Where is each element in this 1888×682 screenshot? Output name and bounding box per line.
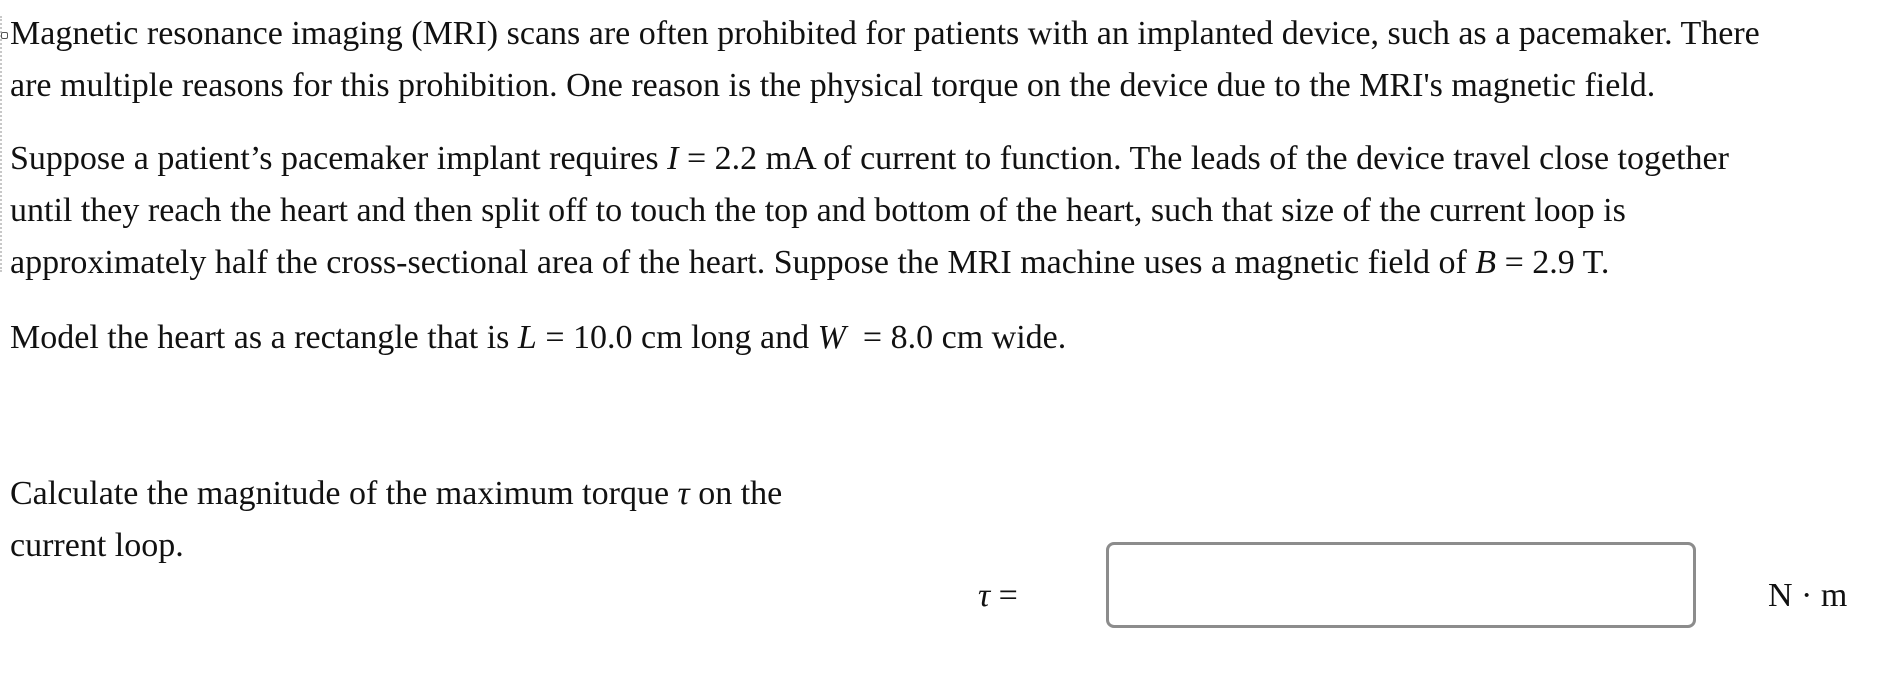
intro-paragraph xyxy=(10,8,1870,112)
scenario-line-3-pre: approximately half the cross-sectional area of the heart. Suppose the MRI machine uses a magnetic field of xyxy=(10,244,1476,281)
scenario-paragraph xyxy=(10,133,1870,289)
intro-line-1: Magnetic resonance imaging (MRI) scans are often prohibited for patients with an implanted device, such as a pacemaker. There xyxy=(10,15,1760,52)
model-paragraph xyxy=(10,312,1870,364)
torque-variable: τ xyxy=(677,475,690,512)
model-mid: = 10.0 cm long and xyxy=(536,319,818,356)
answer-label xyxy=(978,570,1018,622)
content-left-rule xyxy=(0,16,2,272)
answer-equals: = xyxy=(990,577,1018,614)
scenario-line-1-post: = 2.2 mA of current to function. The leads of the device travel close together xyxy=(678,140,1729,177)
scenario-line-3-post: = 2.9 T. xyxy=(1496,244,1610,281)
intro-line-2: are multiple reasons for this prohibition. One reason is the physical torque on the device due to the MRI's magnetic field. xyxy=(10,67,1656,104)
scenario-line-1-pre: Suppose a patient’s pacemaker implant requires xyxy=(10,140,668,177)
question-line-1-post: on the xyxy=(689,475,783,512)
model-pre: Model the heart as a rectangle that is xyxy=(10,319,518,356)
length-variable: L xyxy=(517,319,537,356)
answer-symbol: τ xyxy=(978,577,991,614)
current-variable: I xyxy=(667,140,679,177)
field-variable: B xyxy=(1475,244,1497,281)
width-variable: W xyxy=(817,319,846,356)
scenario-line-2: until they reach the heart and then split off to touch the top and bottom of the heart, such that size of the current loop is xyxy=(10,192,1626,229)
torque-answer-input[interactable] xyxy=(1106,542,1696,628)
answer-unit: N · m xyxy=(1768,577,1848,614)
anchor-marker-icon xyxy=(1,32,8,39)
question-line-2: current loop. xyxy=(10,527,184,564)
model-post: = 8.0 cm wide. xyxy=(845,319,1067,356)
question-line-1-pre: Calculate the magnitude of the maximum torque xyxy=(10,475,678,512)
